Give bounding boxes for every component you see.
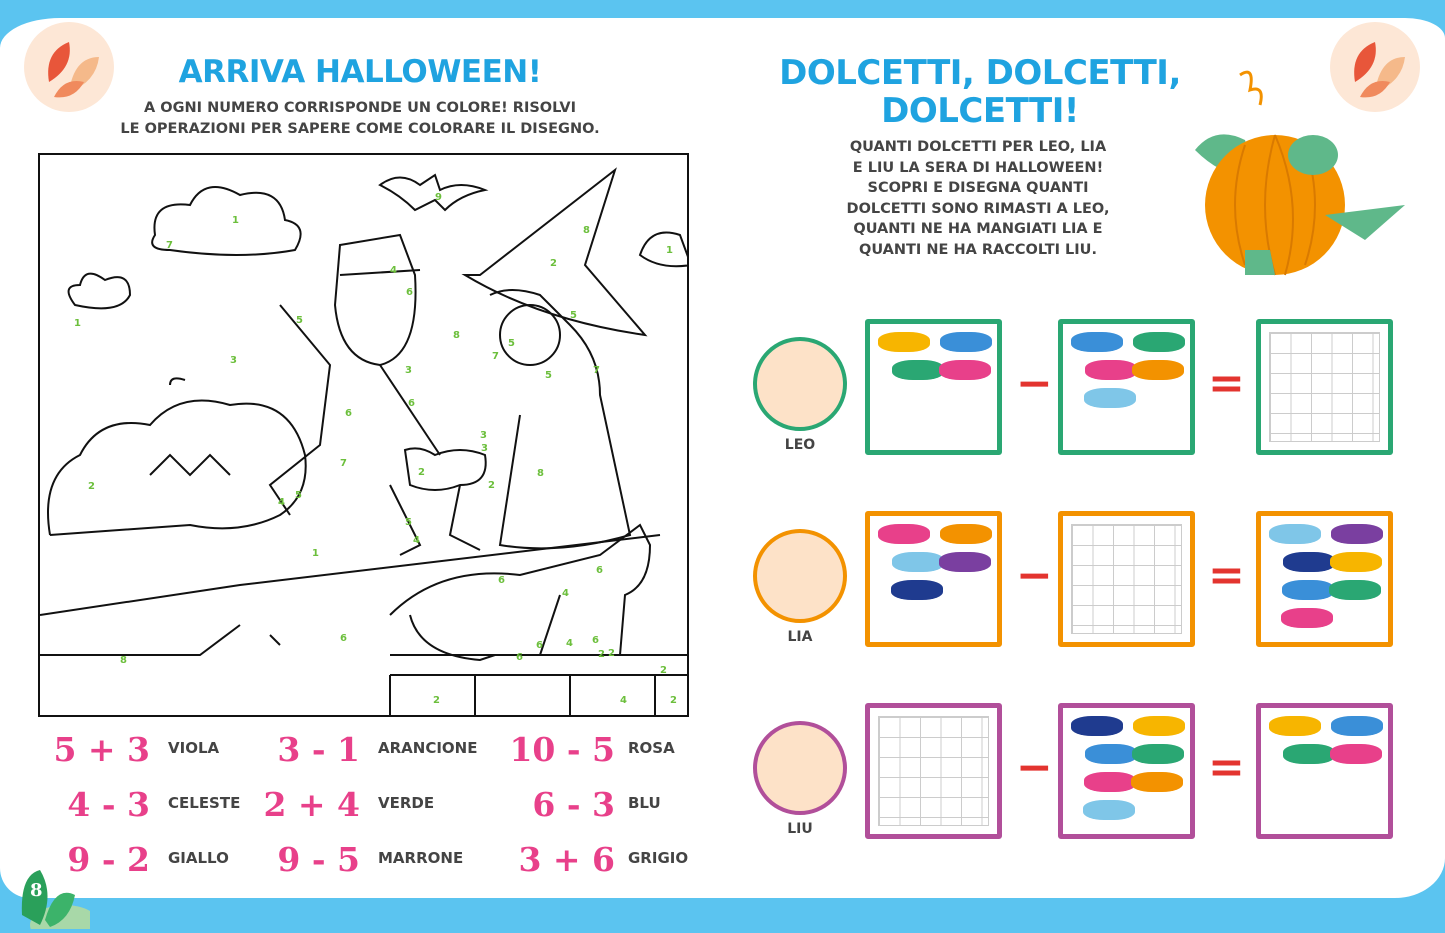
coloring-number: 2 <box>550 258 557 269</box>
candy-icon <box>1269 716 1321 736</box>
coloring-number: 2 <box>418 467 425 478</box>
drawing-grid-box[interactable] <box>1058 511 1195 647</box>
avatar-liu <box>753 721 847 815</box>
candy-icon <box>1331 716 1383 736</box>
coloring-number: 9 <box>435 192 442 203</box>
legend-color-name: GRIGIO <box>628 849 689 867</box>
coloring-number: 2 <box>488 480 495 491</box>
coloring-number: 1 <box>74 318 81 329</box>
instructions-line: DOLCETTI SONO RIMASTI A LEO, <box>846 200 1110 217</box>
legend-operation: 10 - 5 <box>509 730 615 769</box>
candy-icon <box>1084 388 1136 408</box>
equals-sign: = <box>1208 742 1245 793</box>
candy-icon <box>1131 772 1183 792</box>
candy-icon <box>1071 332 1123 352</box>
candy-icon <box>939 552 991 572</box>
candy-icon <box>1085 360 1137 380</box>
drawing-grid[interactable] <box>1269 332 1380 442</box>
legend-color-name: ARANCIONE <box>378 739 478 757</box>
instructions-line: A OGNI NUMERO CORRISPONDE UN COLORE! RISOLVI <box>144 100 576 116</box>
coloring-number: 7 <box>340 458 347 469</box>
legend-color-name: VERDE <box>378 794 435 812</box>
candy-icon <box>1330 552 1382 572</box>
candies-box <box>1058 319 1195 455</box>
coloring-number: 1 <box>312 548 319 559</box>
coloring-number: 8 <box>537 468 544 479</box>
candy-icon <box>1281 608 1333 628</box>
instructions-line: SCOPRI E DISEGNA QUANTI <box>867 180 1089 196</box>
coloring-number: 1 <box>232 215 239 226</box>
candy-icon <box>1133 716 1185 736</box>
candies-box <box>1058 703 1195 839</box>
coloring-number: 4 <box>566 638 573 649</box>
coloring-number: 4 <box>620 695 627 706</box>
coloring-number: 8 <box>453 330 460 341</box>
equals-sign: = <box>1208 358 1245 409</box>
minus-sign: − <box>1016 550 1053 601</box>
instructions-line: LE OPERAZIONI PER SAPERE COME COLORARE IL DISEGNO. <box>120 120 600 137</box>
legend-color-name: GIALLO <box>168 849 229 867</box>
coloring-number: 7 <box>593 365 600 376</box>
legend-color-name: CELESTE <box>168 794 241 812</box>
coloring-number: 7 <box>492 351 499 362</box>
pumpkin-dragon-illustration <box>1185 65 1410 280</box>
coloring-number: 6 <box>340 633 347 644</box>
coloring-number: 6 <box>406 287 413 298</box>
avatar-lia <box>753 529 847 623</box>
candy-icon <box>1282 580 1334 600</box>
coloring-number: 2 <box>598 649 605 660</box>
coloring-number: 3 <box>480 430 487 441</box>
coloring-number: 2 <box>608 648 615 659</box>
legend-operation: 5 + 3 <box>53 730 150 769</box>
coloring-number: 8 <box>120 655 127 666</box>
drawing-grid-box[interactable] <box>865 703 1002 839</box>
instructions <box>60 98 660 139</box>
legend-color-name: BLU <box>628 794 661 812</box>
legend-operation: 3 + 6 <box>518 840 615 879</box>
candy-icon <box>1330 744 1382 764</box>
legend-color-name: MARRONE <box>378 849 464 867</box>
drawing-grid[interactable] <box>1071 524 1182 634</box>
coloring-number: 3 <box>481 443 488 454</box>
candies-box <box>865 319 1002 455</box>
candy-icon <box>1133 332 1185 352</box>
coloring-number: 2 <box>670 695 677 706</box>
coloring-number: 6 <box>345 408 352 419</box>
candy-icon <box>891 580 943 600</box>
drawing-grid[interactable] <box>878 716 989 826</box>
coloring-number: 4 <box>390 265 397 276</box>
candy-icon <box>940 524 992 544</box>
child-name: LEO <box>784 437 816 453</box>
avatar-leo <box>753 337 847 431</box>
coloring-number: 3 <box>405 365 412 376</box>
coloring-number: 4 <box>413 535 420 546</box>
candy-icon <box>1085 744 1137 764</box>
page-title: ARRIVA HALLOWEEN! <box>178 54 542 90</box>
coloring-number: 8 <box>583 225 590 236</box>
page-number-left: 8 <box>30 880 43 901</box>
candy-icon <box>878 332 930 352</box>
coloring-number: 4 <box>278 497 285 508</box>
child-name: LIU <box>787 821 813 837</box>
coloring-number: 6 <box>592 635 599 646</box>
candy-icon <box>939 360 991 380</box>
title-line: DOLCETTI, DOLCETTI, <box>779 53 1181 93</box>
candy-icon <box>1269 524 1321 544</box>
coloring-number: 5 <box>296 315 303 326</box>
title-line: DOLCETTI! <box>881 91 1079 131</box>
candy-icon <box>1071 716 1123 736</box>
instructions-line: QUANTI DOLCETTI PER LEO, LIA <box>849 139 1107 155</box>
candy-icon <box>878 524 930 544</box>
coloring-number: 6 <box>516 652 523 663</box>
coloring-number: 5 <box>405 517 412 528</box>
candy-icon <box>1283 552 1335 572</box>
coloring-number: 3 <box>230 355 237 366</box>
coloring-number: 7 <box>166 240 173 251</box>
coloring-number: 5 <box>508 338 515 349</box>
page-title-right <box>730 54 1230 130</box>
drawing-grid-box[interactable] <box>1256 319 1393 455</box>
coloring-number: 6 <box>536 640 543 651</box>
candies-box <box>865 511 1002 647</box>
legend-color-name: VIOLA <box>168 739 220 757</box>
instructions-right <box>800 137 1156 260</box>
coloring-number: 5 <box>570 310 577 321</box>
legend-operation: 9 - 2 <box>67 840 150 879</box>
candy-icon <box>1331 524 1383 544</box>
candies-box <box>1256 703 1393 839</box>
candy-icon <box>1283 744 1335 764</box>
candy-icon <box>1084 772 1136 792</box>
candies-box <box>1256 511 1393 647</box>
candy-icon <box>940 332 992 352</box>
legend-operation: 4 - 3 <box>67 785 150 824</box>
coloring-number: 2 <box>88 481 95 492</box>
coloring-number: 2 <box>433 695 440 706</box>
coloring-number: 5 <box>295 490 302 501</box>
legend-operation: 3 - 1 <box>277 730 360 769</box>
equals-sign: = <box>1208 550 1245 601</box>
candy-icon <box>1132 744 1184 764</box>
legend-operation: 6 - 3 <box>532 785 615 824</box>
instructions-line: QUANTI NE HA MANGIATI LIA E <box>853 221 1103 237</box>
coloring-number: 1 <box>666 245 673 256</box>
coloring-number: 5 <box>545 370 552 381</box>
candy-icon <box>1329 580 1381 600</box>
green-leaf-icon <box>10 865 90 929</box>
child-name: LIA <box>787 629 813 645</box>
legend-operation: 2 + 4 <box>263 785 360 824</box>
candy-icon <box>892 360 944 380</box>
candy-icon <box>1132 360 1184 380</box>
candy-icon <box>1083 800 1135 820</box>
minus-sign: − <box>1016 358 1053 409</box>
coloring-picture <box>38 153 689 717</box>
instructions-line: E LIU LA SERA DI HALLOWEEN! <box>852 159 1104 176</box>
legend-operation: 9 - 5 <box>277 840 360 879</box>
page-number-right: 9 <box>1398 880 1411 901</box>
instructions-line: QUANTI NE HA RACCOLTI LIU. <box>859 241 1097 258</box>
candy-icon <box>892 552 944 572</box>
coloring-number: 6 <box>498 575 505 586</box>
coloring-number: 4 <box>562 588 569 599</box>
coloring-number: 6 <box>408 398 415 409</box>
coloring-number: 6 <box>596 565 603 576</box>
coloring-number: 2 <box>660 665 667 676</box>
legend-color-name: ROSA <box>628 739 675 757</box>
minus-sign: − <box>1016 742 1053 793</box>
